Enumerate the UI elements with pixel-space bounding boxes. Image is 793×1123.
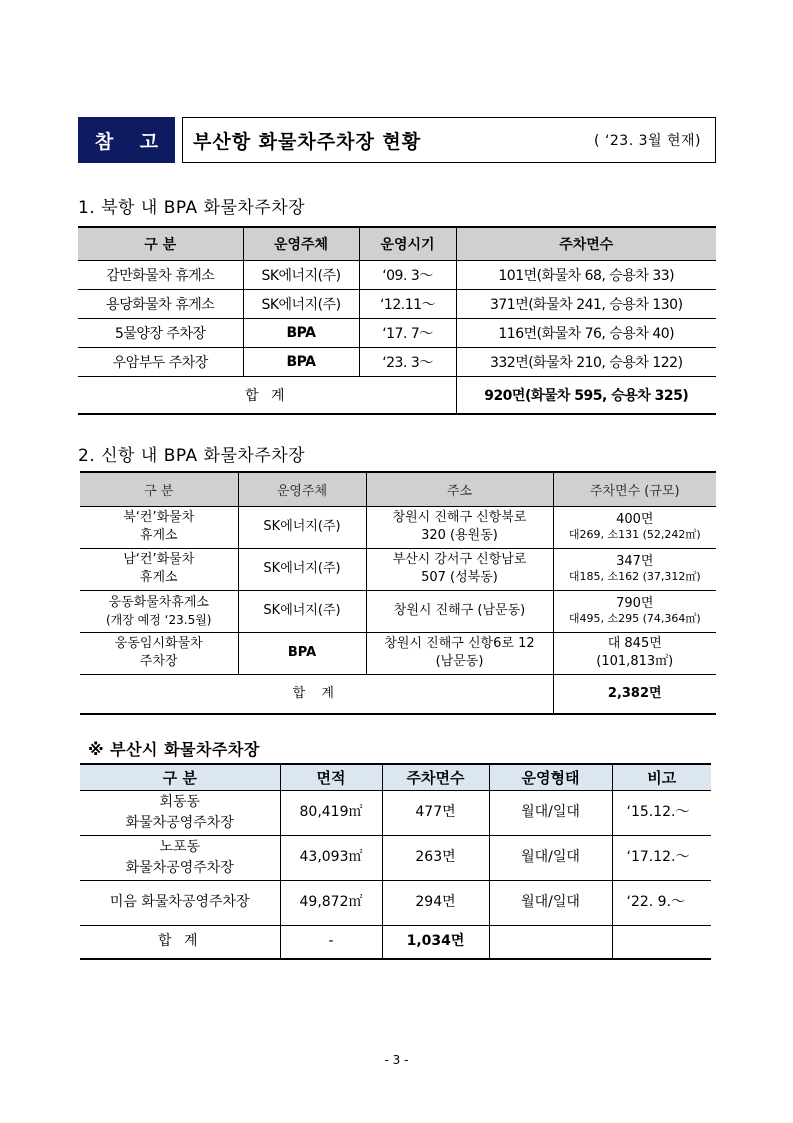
row-address: 창원시 진해구 (남문동) xyxy=(366,590,553,632)
header-title-box xyxy=(182,117,716,163)
row-name: 북‘컨’화물차 휴게소 xyxy=(80,506,238,548)
row-operator: SK에너지(주) xyxy=(238,548,366,590)
row-spaces: 101면(화물차 68, 승용차 33) xyxy=(456,260,716,289)
table-header-row xyxy=(78,227,716,260)
table-header-row xyxy=(80,764,711,790)
table-row xyxy=(80,506,716,548)
total-type xyxy=(489,925,612,959)
row-spaces: 294면 xyxy=(382,880,489,925)
row-name: 회동동 화물차공영주차장 xyxy=(80,790,280,835)
total-value: 920면(화물차 595, 승용차 325) xyxy=(456,376,716,414)
table-row xyxy=(80,590,716,632)
row-period: ‘23. 3～ xyxy=(359,347,456,376)
total-row xyxy=(78,376,716,414)
section1-title: 1. 북항 내 BPA 화물차주차장 xyxy=(78,198,306,218)
row-name: 우암부두 주차장 xyxy=(78,347,243,376)
page-number: - 3 - xyxy=(384,1053,409,1067)
row-spaces: 116면(화물차 76, 승용차 40) xyxy=(456,318,716,347)
col-operator: 운영주체 xyxy=(238,472,366,506)
row-spaces: 대 845면 (101,813㎡) xyxy=(553,632,716,674)
row-area: 80,419㎡ xyxy=(280,790,382,835)
row-name: 노포동 화물차공영주차장 xyxy=(80,835,280,880)
row-address: 창원시 진해구 신항6로 12 (남문동) xyxy=(366,632,553,674)
col-spaces: 주차면수 xyxy=(456,227,716,260)
total-value: 2,382면 xyxy=(553,674,716,714)
row-note: ‘17.12.～ xyxy=(612,835,711,880)
header-date: ( ‘23. 3월 현재) xyxy=(594,133,701,149)
total-row xyxy=(80,674,716,714)
total-spaces: 1,034면 xyxy=(382,925,489,959)
northport-parking-table xyxy=(78,226,716,415)
col-category: 구 분 xyxy=(78,227,243,260)
col-period: 운영시기 xyxy=(359,227,456,260)
table-row xyxy=(80,835,711,880)
row-type: 월대/일대 xyxy=(489,790,612,835)
table-row xyxy=(80,790,711,835)
section3-title: ※ 부산시 화물차주차장 xyxy=(88,740,260,759)
row-spaces: 263면 xyxy=(382,835,489,880)
col-area: 면적 xyxy=(280,764,382,790)
reference-label: 참 고 xyxy=(78,117,175,163)
row-spaces: 790면 대495, 소295 (74,364㎡) xyxy=(553,590,716,632)
table-row xyxy=(80,548,716,590)
row-name: 웅동화물차휴게소 (개장 예정 ‘23.5월) xyxy=(80,590,238,632)
table-row xyxy=(80,880,711,925)
col-spaces: 주차면수 (규모) xyxy=(553,472,716,506)
row-period: ‘09. 3～ xyxy=(359,260,456,289)
row-operator: SK에너지(주) xyxy=(243,289,359,318)
row-operator: BPA xyxy=(238,632,366,674)
row-name: 미음 화물차공영주차장 xyxy=(80,880,280,925)
row-address: 부산시 강서구 신항남로 507 (성북동) xyxy=(366,548,553,590)
row-area: 43,093㎡ xyxy=(280,835,382,880)
page-title: 부산항 화물차주차장 현황 xyxy=(193,130,422,153)
total-area: - xyxy=(280,925,382,959)
total-label: 합 계 xyxy=(80,925,280,959)
row-type: 월대/일대 xyxy=(489,835,612,880)
col-note: 비고 xyxy=(612,764,711,790)
table-row xyxy=(78,289,716,318)
total-label: 합 계 xyxy=(80,674,553,714)
row-operator: BPA xyxy=(243,347,359,376)
section2-title: 2. 신항 내 BPA 화물차주차장 xyxy=(78,446,306,466)
table-row xyxy=(78,347,716,376)
row-note: ‘22. 9.～ xyxy=(612,880,711,925)
row-operator: SK에너지(주) xyxy=(243,260,359,289)
busan-city-parking-table xyxy=(80,763,711,960)
total-row xyxy=(80,925,711,959)
row-note: ‘15.12.～ xyxy=(612,790,711,835)
table-header-row xyxy=(80,472,716,506)
row-spaces: 477면 xyxy=(382,790,489,835)
col-category: 구 분 xyxy=(80,472,238,506)
row-period: ‘12.11～ xyxy=(359,289,456,318)
col-category: 구 분 xyxy=(80,764,280,790)
col-operation-type: 운영형태 xyxy=(489,764,612,790)
row-address: 창원시 진해구 신항북로 320 (용원동) xyxy=(366,506,553,548)
total-note xyxy=(612,925,711,959)
row-name: 감만화물차 휴게소 xyxy=(78,260,243,289)
row-name: 웅동임시화물차 주차장 xyxy=(80,632,238,674)
row-operator: BPA xyxy=(243,318,359,347)
row-spaces: 371면(화물차 241, 승용차 130) xyxy=(456,289,716,318)
table-row xyxy=(78,260,716,289)
row-operator: SK에너지(주) xyxy=(238,590,366,632)
row-type: 월대/일대 xyxy=(489,880,612,925)
col-address: 주소 xyxy=(366,472,553,506)
row-period: ‘17. 7～ xyxy=(359,318,456,347)
table-row xyxy=(80,632,716,674)
row-name: 용당화물차 휴게소 xyxy=(78,289,243,318)
total-label: 합 계 xyxy=(78,376,456,414)
newport-parking-table xyxy=(80,471,716,715)
row-name: 남‘컨’화물차 휴게소 xyxy=(80,548,238,590)
row-spaces: 347면 대185, 소162 (37,312㎡) xyxy=(553,548,716,590)
col-spaces: 주차면수 xyxy=(382,764,489,790)
row-area: 49,872㎡ xyxy=(280,880,382,925)
row-spaces: 332면(화물차 210, 승용차 122) xyxy=(456,347,716,376)
row-operator: SK에너지(주) xyxy=(238,506,366,548)
row-name: 5물양장 주차장 xyxy=(78,318,243,347)
col-operator: 운영주체 xyxy=(243,227,359,260)
table-row xyxy=(78,318,716,347)
reference-header xyxy=(78,117,716,163)
row-spaces: 400면 대269, 소131 (52,242㎡) xyxy=(553,506,716,548)
